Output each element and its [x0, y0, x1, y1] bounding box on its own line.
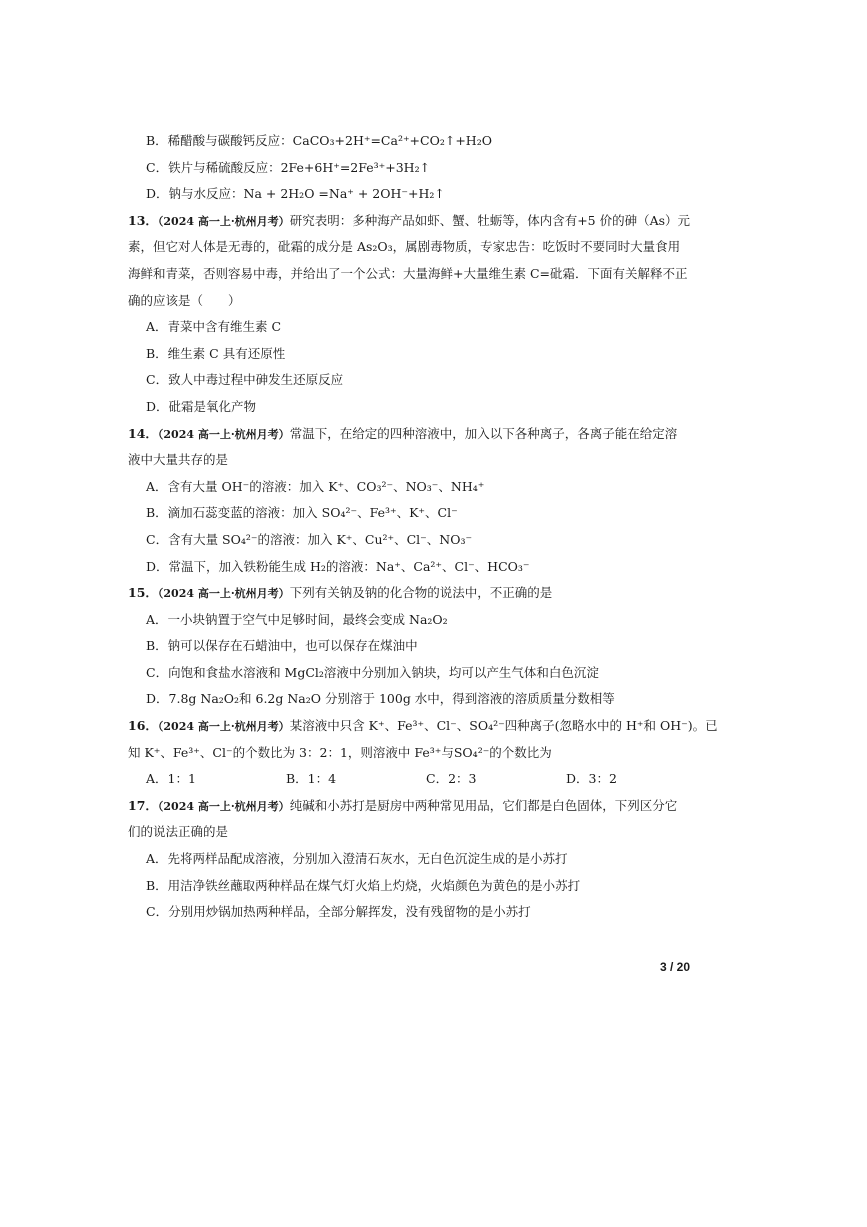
answer-option: C．2：3 — [426, 771, 477, 787]
answer-option: D．砒霜是氧化产物 — [146, 398, 257, 414]
answer-option: D．7.8g Na₂O₂和 6.2g Na₂O 分别溶于 100g 水中，得到溶液的溶质质量分数相等 — [146, 691, 615, 707]
question-number: 17． — [128, 797, 158, 813]
exam-content — [128, 128, 718, 926]
question-text: 研究表明：多种海产品如虾、蟹、牡蛎等，体内含有+5 价的砷（As）元 — [289, 212, 691, 228]
question-stem — [128, 793, 688, 820]
question-stem — [128, 580, 688, 607]
question-text-continued: 素，但它对人体是无毒的，砒霜的成分是 As₂O₃，属剧毒物质，专家忠告：吃饭时不要同时大量食用 — [128, 239, 681, 255]
question-text-continued: 确的应该是（ ） — [128, 292, 241, 308]
answer-option: B．维生素 C 具有还原性 — [146, 345, 286, 361]
answer-option: A．青菜中含有维生素 C — [146, 319, 282, 335]
question-text-continued: 们的说法正确的是 — [128, 824, 229, 840]
answer-option: B．钠可以保存在石蜡油中，也可以保存在煤油中 — [146, 638, 418, 654]
question-source: （2024 高一上·杭州月考） — [157, 214, 290, 228]
question-number: 15． — [128, 585, 158, 601]
answer-option: C．铁片与稀硫酸反应：2Fe+6H⁺=2Fe³⁺+3H₂↑ — [146, 159, 431, 175]
answer-option: B．稀醋酸与碳酸钙反应：CaCO₃+2H⁺=Ca²⁺+CO₂↑+H₂O — [146, 133, 492, 148]
answer-option: C．致人中毒过程中砷发生还原反应 — [146, 372, 344, 388]
question-text: 某溶液中只含 K⁺、Fe³⁺、Cl⁻、SO₄²⁻四种离子(忽略水中的 H⁺和 OH⁻)。已 — [289, 718, 718, 734]
question-text-continued: 海鲜和青菜，否则容易中毒，并给出了一个公式：大量海鲜+大量维生素 C=砒霜．下面有关解释不正 — [128, 265, 688, 281]
question-number: 16． — [128, 718, 158, 734]
answer-option: B．用洁净铁丝蘸取两种样品在煤气灯火焰上灼烧，火焰颜色为黄色的是小苏打 — [146, 877, 581, 893]
answer-options-row — [128, 766, 688, 793]
page-number: 3 / 20 — [659, 960, 690, 974]
answer-option: D．钠与水反应：Na + 2H₂O =Na⁺ + 2OH⁻+H₂↑ — [146, 186, 445, 202]
answer-option: B．滴加石蕊变蓝的溶液：加入 SO₄²⁻、Fe³⁺、K⁺、Cl⁻ — [146, 505, 458, 521]
answer-option: B．1：4 — [286, 771, 337, 787]
answer-option: A．1：1 — [146, 771, 196, 787]
question-text-continued: 知 K⁺、Fe³⁺、Cl⁻的个数比为 3：2：1，则溶液中 Fe³⁺与SO₄²⁻的个数比为 — [128, 744, 552, 760]
answer-option: A．含有大量 OH⁻的溶液：加入 K⁺、CO₃²⁻、NO₃⁻、NH₄⁺ — [146, 478, 485, 494]
question-source: （2024 高一上·杭州月考） — [157, 587, 290, 601]
question-stem — [128, 421, 688, 448]
question-number: 13． — [128, 212, 158, 228]
question-stem — [128, 208, 691, 235]
answer-option: D．3：2 — [566, 771, 617, 787]
question-source: （2024 高一上·杭州月考） — [157, 799, 290, 813]
question-source: （2024 高一上·杭州月考） — [157, 427, 290, 441]
answer-option: C．含有大量 SO₄²⁻的溶液：加入 K⁺、Cu²⁺、Cl⁻、NO₃⁻ — [146, 531, 473, 547]
question-number: 14． — [128, 425, 158, 441]
question-text: 纯碱和小苏打是厨房中两种常见用品，它们都是白色固体，下列区分它 — [289, 797, 678, 813]
question-text: 下列有关钠及钠的化合物的说法中，不正确的是 — [289, 585, 553, 601]
answer-option: A．先将两样品配成溶液，分别加入澄清石灰水，无白色沉淀生成的是小苏打 — [146, 851, 568, 867]
question-text: 常温下，在给定的四种溶液中，加入以下各种离子，各离子能在给定溶 — [289, 425, 678, 441]
question-stem — [128, 713, 718, 740]
answer-option: A．一小块钠置于空气中足够时间，最终会变成 Na₂O₂ — [146, 611, 448, 627]
question-source: （2024 高一上·杭州月考） — [157, 720, 290, 734]
question-text-continued: 液中大量共存的是 — [128, 452, 229, 468]
answer-option: D．常温下，加入铁粉能生成 H₂的溶液：Na⁺、Ca²⁺、Cl⁻、HCO₃⁻ — [146, 558, 530, 574]
answer-option: C．向饱和食盐水溶液和 MgCl₂溶液中分别加入钠块，均可以产生气体和白色沉淀 — [146, 664, 599, 680]
answer-option: C．分别用炒锅加热两种样品，全部分解挥发，没有残留物的是小苏打 — [146, 904, 531, 920]
